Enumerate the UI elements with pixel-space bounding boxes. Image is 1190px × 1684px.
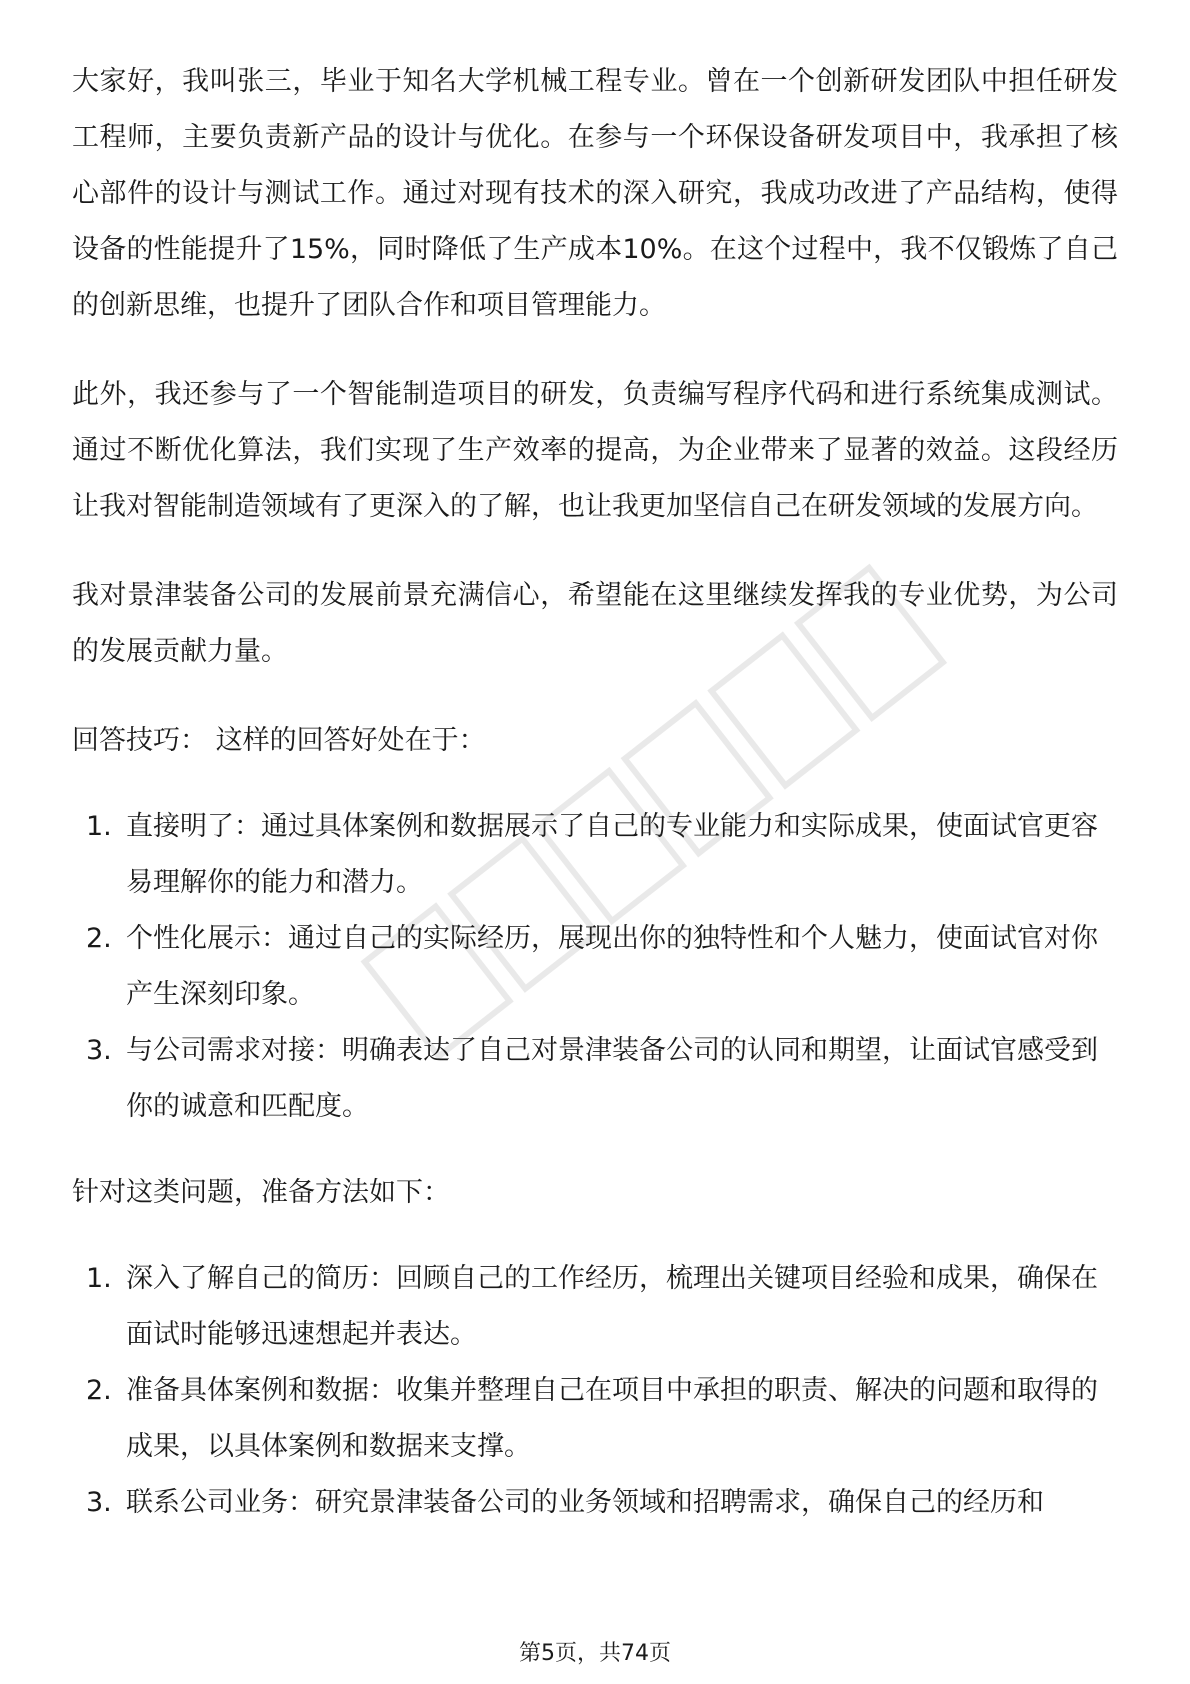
list-number: 2.: [86, 923, 112, 954]
list-number: 1.: [86, 811, 112, 842]
list-number: 3.: [86, 1035, 112, 1066]
list-number: 3.: [86, 1487, 112, 1518]
list-text: 与公司需求对接：明确表达了自己对景津装备公司的认同和期望，让面试官感受到你的诚意和匹配度。: [126, 1035, 1098, 1122]
document-page: [72, 54, 1118, 1561]
list-text: 直接明了：通过具体案例和数据展示了自己的专业能力和实际成果，使面试官更容易理解你的能力和潜力。: [126, 811, 1098, 898]
list-text: 准备具体案例和数据：收集并整理自己在项目中承担的职责、解决的问题和取得的成果，以具体案例和数据来支撑。: [126, 1375, 1098, 1462]
paragraph-smart-manufacturing: 此外，我还参与了一个智能制造项目的研发，负责编写程序代码和进行系统集成测试。通过不断优化算法，我们实现了生产效率的提高，为企业带来了显著的效益。这段经历让我对智能制造领域有了更深入的了解，也让我更加坚信自己在研发领域的发展方向。: [72, 379, 1118, 522]
paragraph-company-outlook: 我对景津装备公司的发展前景充满信心，希望能在这里继续发挥我的专业优势，为公司的发展贡献力量。: [72, 580, 1118, 667]
prep-list: [72, 1251, 1118, 1531]
tips-list: [72, 799, 1118, 1135]
list-item: [72, 1475, 1118, 1531]
list-number: 2.: [86, 1375, 112, 1406]
list-item: [72, 1251, 1118, 1363]
list-number: 1.: [86, 1263, 112, 1294]
tips-heading: 回答技巧： 这样的回答好处在于：: [72, 725, 486, 756]
list-item: [72, 911, 1118, 1023]
list-text: 联系公司业务：研究景津装备公司的业务领域和招聘需求，确保自己的经历和: [126, 1487, 1044, 1518]
list-item: [72, 799, 1118, 911]
list-text: 深入了解自己的简历：回顾自己的工作经历，梳理出关键项目经验和成果，确保在面试时能够迅速想起并表达。: [126, 1263, 1098, 1350]
page-footer: 第5页，共74页: [519, 1641, 671, 1666]
prep-heading: 针对这类问题，准备方法如下：: [72, 1177, 450, 1208]
list-text: 个性化展示：通过自己的实际经历，展现出你的独特性和个人魅力，使面试官对你产生深刻印象。: [126, 923, 1098, 1010]
list-item: [72, 1363, 1118, 1475]
paragraph-intro: 大家好，我叫张三，毕业于知名大学机械工程专业。曾在一个创新研发团队中担任研发工程师，主要负责新产品的设计与优化。在参与一个环保设备研发项目中，我承担了核心部件的设计与测试工作。通过对现有技术的深入研究，我成功改进了产品结构，使得设备的性能提升了15%，同时降低了生产成本10%。在这个过程中，我不仅锻炼了自己的创新思维，也提升了团队合作和项目管理能力。: [72, 66, 1118, 321]
list-item: [72, 1023, 1118, 1135]
